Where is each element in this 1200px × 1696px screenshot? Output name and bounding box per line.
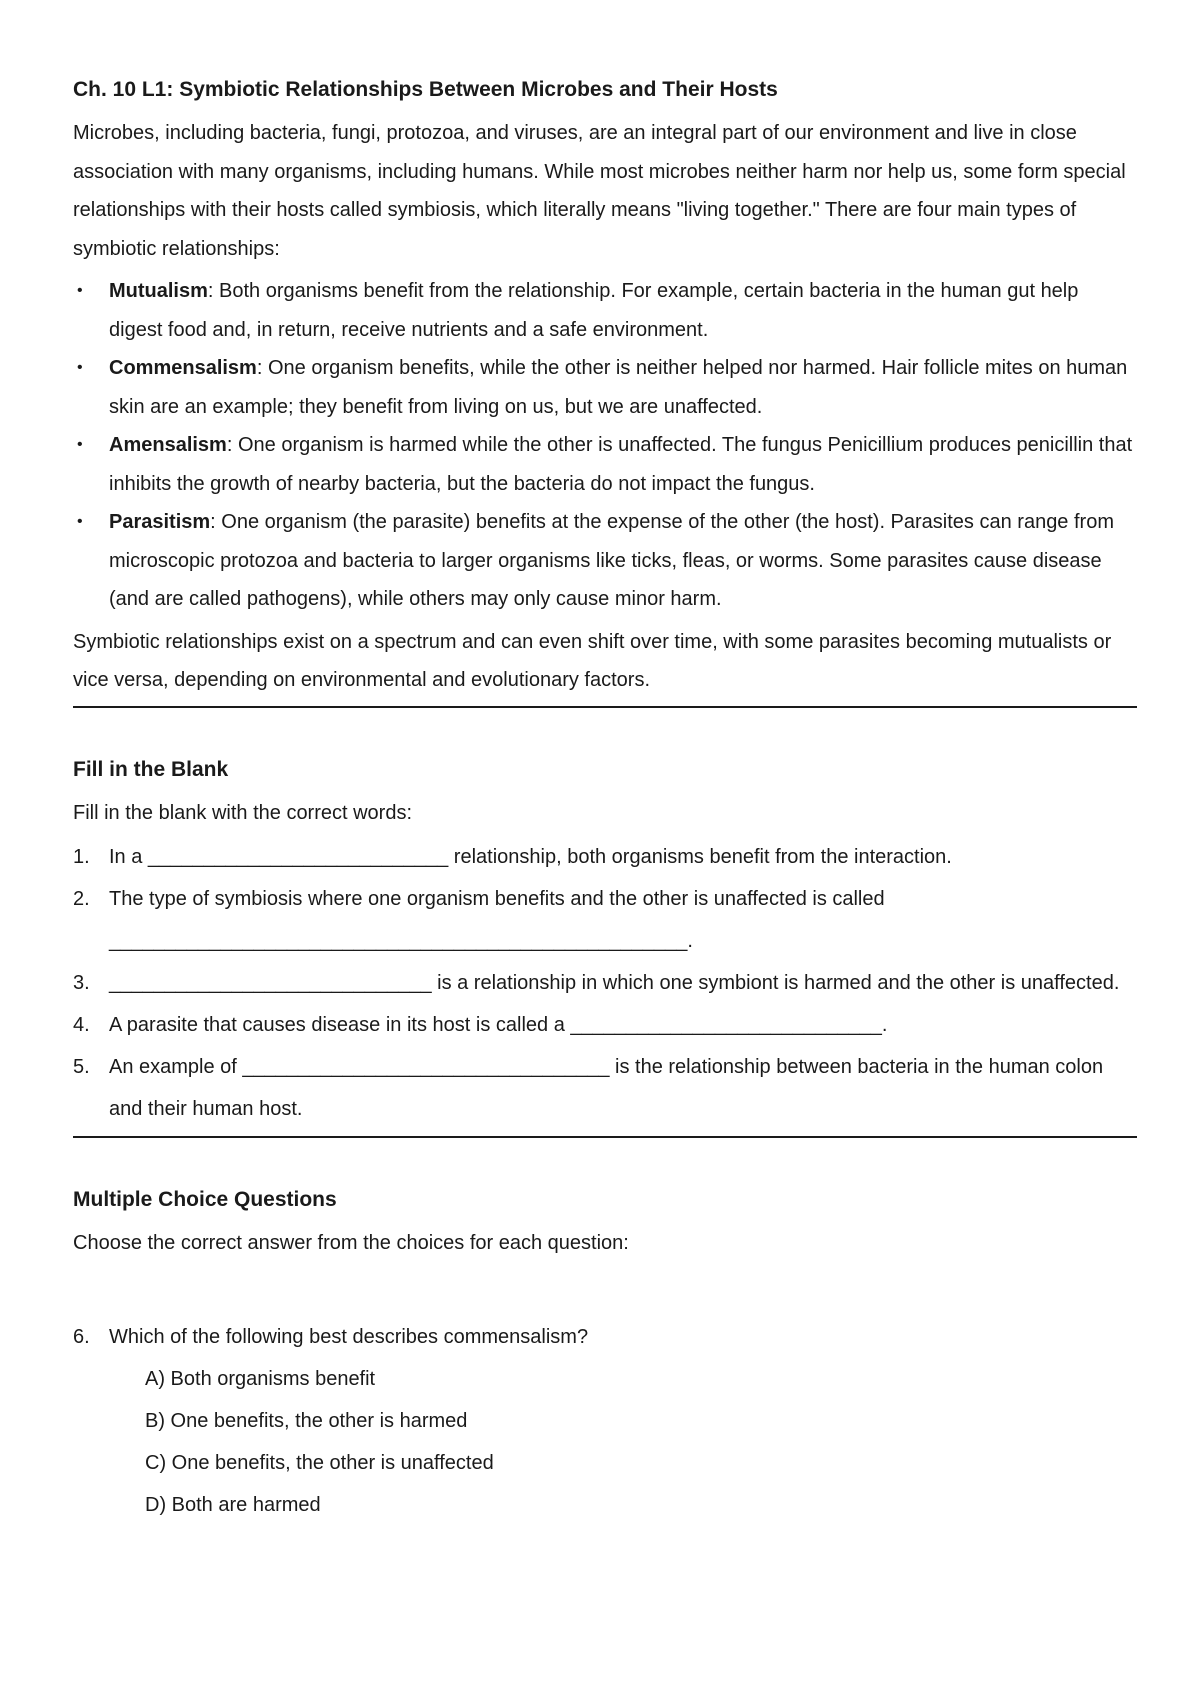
multiple-choice-instructions: Choose the correct answer from the choices for each question: — [73, 1231, 629, 1254]
question-number: 5. — [73, 1055, 90, 1078]
intro-paragraph: Microbes, including bacteria, fungi, protozoa, and viruses, are an integral part of our environment and live in close association with many organisms, including humans. While most microbes neither harm nor help us, some form special relationships with their hosts called symbiosis, which literally means "living together." There are four main types of symbiotic relationships: — [73, 122, 1126, 260]
question-text: A parasite that causes disease in its host is called a ____________________________. — [109, 1013, 888, 1036]
answer-option-a: A) Both organisms benefit — [145, 1367, 376, 1390]
term-label: Parasitism — [109, 511, 211, 533]
term-label: Mutualism — [109, 280, 208, 302]
question-number: 2. — [73, 887, 90, 910]
fill-blank-heading: Fill in the Blank — [73, 757, 229, 781]
list-item — [73, 1004, 1137, 1046]
symbiosis-types-list — [73, 272, 1137, 619]
conclusion-paragraph: Symbiotic relationships exist on a spectrum and can even shift over time, with some parasites becoming mutualists or vice versa, depending on environmental and evolutionary factors. — [73, 630, 1112, 691]
bullet-icon: • — [77, 436, 83, 453]
list-item-commensalism — [73, 349, 1137, 426]
question-number: 6. — [73, 1325, 90, 1348]
list-item-amensalism — [73, 426, 1137, 503]
question-number: 3. — [73, 971, 90, 994]
mcq-question — [73, 1316, 1137, 1358]
answer-option-c: C) One benefits, the other is unaffected — [145, 1451, 494, 1474]
answer-option-d: D) Both are harmed — [145, 1493, 321, 1516]
multiple-choice-heading: Multiple Choice Questions — [73, 1187, 337, 1211]
question-text: An example of _________________________________ is the relationship between bacteria in the human colon and their human host. — [109, 1055, 1104, 1120]
term-description: : One organism is harmed while the other is unaffected. The fungus Penicillium produces penicillin that inhibits the growth of nearby bacteria, but the bacteria do not impact the fungus. — [109, 434, 1133, 495]
bullet-icon: • — [77, 513, 83, 530]
question-text: The type of symbiosis where one organism benefits and the other is unaffected is called ____________________________________________________. — [109, 887, 885, 952]
question-number: 4. — [73, 1013, 90, 1036]
term-label: Commensalism — [109, 357, 257, 379]
list-item — [73, 836, 1137, 878]
page-title: Ch. 10 L1: Symbiotic Relationships Between Microbes and Their Hosts — [73, 78, 778, 101]
question-text: Which of the following best describes commensalism? — [109, 1325, 589, 1348]
term-description: : One organism benefits, while the other is neither helped nor harmed. Hair follicle mites on human skin are an example; they benefit from living on us, but we are unaffected. — [109, 357, 1128, 418]
list-item — [73, 1046, 1137, 1130]
list-item-mutualism — [73, 272, 1137, 349]
question-text: _____________________________ is a relationship in which one symbiont is harmed and the other is unaffected. — [109, 971, 1120, 994]
term-label: Amensalism — [109, 434, 227, 456]
question-text: In a ___________________________ relationship, both organisms benefit from the interaction. — [109, 845, 952, 868]
term-description: : Both organisms benefit from the relationship. For example, certain bacteria in the human gut help digest food and, in return, receive nutrients and a safe environment. — [109, 280, 1079, 341]
fill-blank-instructions: Fill in the blank with the correct words: — [73, 801, 413, 824]
bullet-icon: • — [77, 359, 83, 376]
bullet-icon: • — [77, 282, 83, 299]
term-description: : One organism (the parasite) benefits at the expense of the other (the host). Parasites can range from microscopic protozoa and bacteria to larger organisms like ticks, fleas, or worms. Some parasites cause disease (and are called pathogens), while others may only cause minor harm. — [109, 511, 1114, 610]
answer-option-b: B) One benefits, the other is harmed — [145, 1409, 468, 1432]
list-item-parasitism — [73, 503, 1137, 619]
fill-blank-list — [73, 836, 1137, 1130]
worksheet-page — [73, 74, 1137, 1526]
list-item — [73, 962, 1137, 1004]
answer-options — [73, 1358, 1137, 1526]
question-number: 1. — [73, 845, 90, 868]
list-item — [73, 878, 1137, 962]
